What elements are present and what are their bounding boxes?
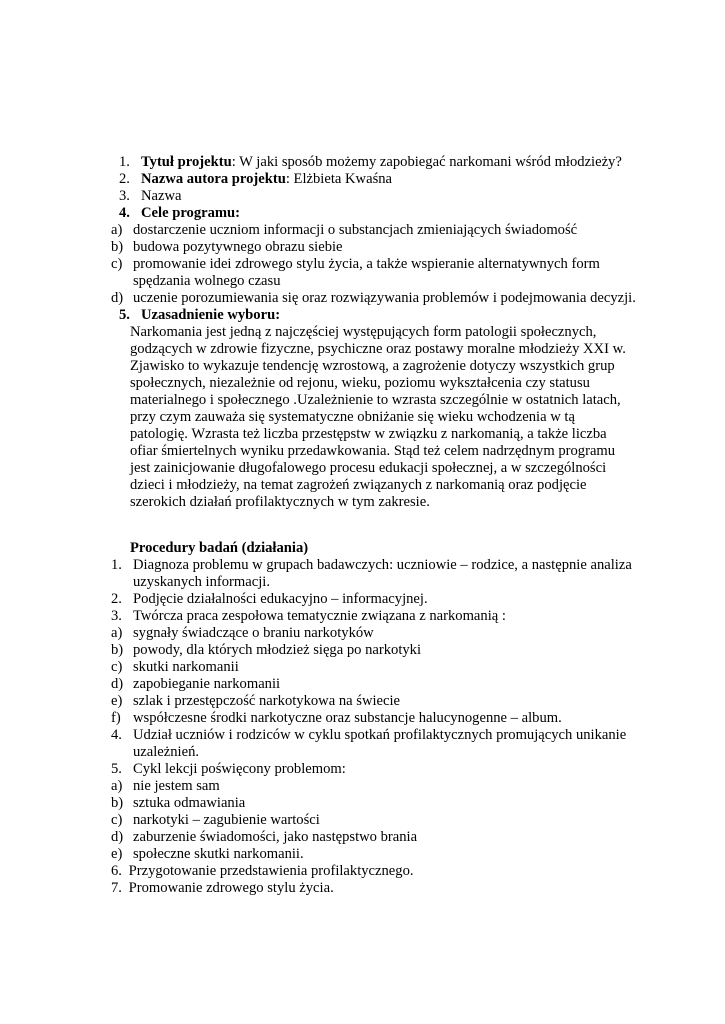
list-letter: f): [111, 710, 121, 726]
paragraph-line: godzących w zdrowie fizyczne, psychiczne oraz postawy moralne młodzieży XXI w.: [130, 341, 626, 357]
list-item: nie jestem sam: [133, 778, 220, 794]
list-number: 1.: [111, 557, 122, 573]
list-item-continuation: uzależnień.: [133, 744, 200, 760]
list-number: 1.: [119, 154, 130, 170]
paragraph-line: Zjawisko to wykazuje tendencję wzrostową, a zagrożenie dotyczy wszystkich grup: [130, 358, 615, 374]
item-text: Nazwa: [141, 188, 182, 204]
item-text: : Elżbieta Kwaśna: [285, 171, 393, 187]
list-item: Przygotowanie przedstawienia profilaktycznego.: [125, 863, 414, 879]
item-text: : W jaki sposób możemy zapobiegać narkomani wśród młodzieży?: [231, 154, 622, 170]
item-label: Nazwa autora projektu: [141, 171, 286, 187]
list-number: 7.: [111, 880, 122, 896]
list-item-continuation: spędzania wolnego czasu: [133, 273, 281, 289]
list-letter: c): [111, 256, 123, 272]
list-item: Udział uczniów i rodziców w cyklu spotkań profilaktycznych promujących unikanie: [133, 727, 627, 743]
list-item: zaburzenie świadomości, jako następstwo brania: [133, 829, 418, 845]
paragraph-line: ofiar śmiertelnych wyniku przedawkowania. Stąd też celem nadrzędnym programu: [130, 443, 616, 459]
paragraph-line: Narkomania jest jedną z najczęściej występujących form patologii społecznych,: [130, 324, 597, 340]
list-item: sygnały świadczące o braniu narkotyków: [133, 625, 374, 641]
list-letter: d): [111, 829, 124, 845]
section-heading: Uzasadnienie wyboru:: [141, 307, 281, 323]
list-item: Twórcza praca zespołowa tematycznie związana z narkomanią :: [133, 608, 506, 624]
list-number: 4.: [111, 727, 122, 743]
list-item: [141, 188, 182, 205]
list-item: [141, 154, 622, 171]
list-letter: a): [111, 625, 123, 641]
paragraph-line: materialnego i społecznego .Uzależnienie to wzrasta szczególnie w ostatnich latach,: [130, 392, 621, 408]
list-item: budowa pozytywnego obrazu siebie: [133, 239, 343, 255]
item-label: Tytuł projektu: [141, 154, 232, 170]
list-letter: c): [111, 659, 123, 675]
list-item: szlak i przestępczość narkotykowa na świecie: [133, 693, 401, 709]
list-item: dostarczenie uczniom informacji o substancjach zmieniających świadomość: [133, 222, 578, 238]
list-item: zapobieganie narkomanii: [133, 676, 281, 692]
list-number: 5.: [119, 307, 130, 323]
list-letter: e): [111, 693, 123, 709]
list-item: promowanie idei zdrowego stylu życia, a także wspieranie alternatywnych form: [133, 256, 600, 272]
list-letter: a): [111, 778, 123, 794]
list-item: sztuka odmawiania: [133, 795, 246, 811]
list-item: [141, 171, 392, 188]
list-number: 3.: [111, 608, 122, 624]
list-item: uczenie porozumiewania się oraz rozwiązywania problemów i podejmowania decyzji.: [133, 290, 636, 306]
list-number: 2.: [111, 591, 122, 607]
list-number: 5.: [111, 761, 122, 777]
paragraph-line: szerokich działań profilaktycznych w tym zakresie.: [130, 494, 430, 510]
list-item: skutki narkomanii: [133, 659, 239, 675]
item-label: Cele programu:: [141, 205, 241, 221]
list-number: 4.: [119, 205, 130, 221]
list-item: narkotyki – zagubienie wartości: [133, 812, 320, 828]
list-letter: b): [111, 642, 124, 658]
section-heading: Procedury badań (działania): [130, 540, 309, 556]
list-number: 2.: [119, 171, 130, 187]
paragraph-line: dzieci i młodzieży, na temat zagrożeń związanych z narkomanią oraz podjęcie: [130, 477, 587, 493]
list-letter: b): [111, 239, 124, 255]
list-letter: c): [111, 812, 123, 828]
paragraph-line: społecznych, niezależnie od rejonu, wieku, poziomu wykształcenia czy statusu: [130, 375, 590, 391]
list-number: 6.: [111, 863, 122, 879]
list-item-continuation: uzyskanych informacji.: [133, 574, 270, 590]
list-item: społeczne skutki narkomanii.: [133, 846, 304, 862]
list-letter: d): [111, 676, 124, 692]
list-item: [141, 205, 240, 222]
list-letter: e): [111, 846, 123, 862]
list-letter: a): [111, 222, 123, 238]
list-item: Cykl lekcji poświęcony problemom:: [133, 761, 346, 777]
list-number: 3.: [119, 188, 130, 204]
list-item: Diagnoza problemu w grupach badawczych: uczniowie – rodzice, a następnie analiza: [133, 557, 632, 573]
paragraph-line: przy czym zauważa się systematyczne obniżanie się wieku wchodzenia w tą: [130, 409, 575, 425]
list-letter: b): [111, 795, 124, 811]
paragraph-line: patologię. Wzrasta też liczba przestępstw w związku z narkomanią, a także liczba: [130, 426, 607, 442]
list-item: współczesne środki narkotyczne oraz substancje halucynogenne – album.: [133, 710, 562, 726]
list-item: Promowanie zdrowego stylu życia.: [125, 880, 334, 896]
paragraph-line: jest zainicjowanie długofalowego procesu edukacji społecznej, a w szczególności: [130, 460, 607, 476]
list-item: powody, dla których młodzież sięga po narkotyki: [133, 642, 422, 658]
list-item: Podjęcie działalności edukacyjno – informacyjnej.: [133, 591, 428, 607]
list-letter: d): [111, 290, 124, 306]
